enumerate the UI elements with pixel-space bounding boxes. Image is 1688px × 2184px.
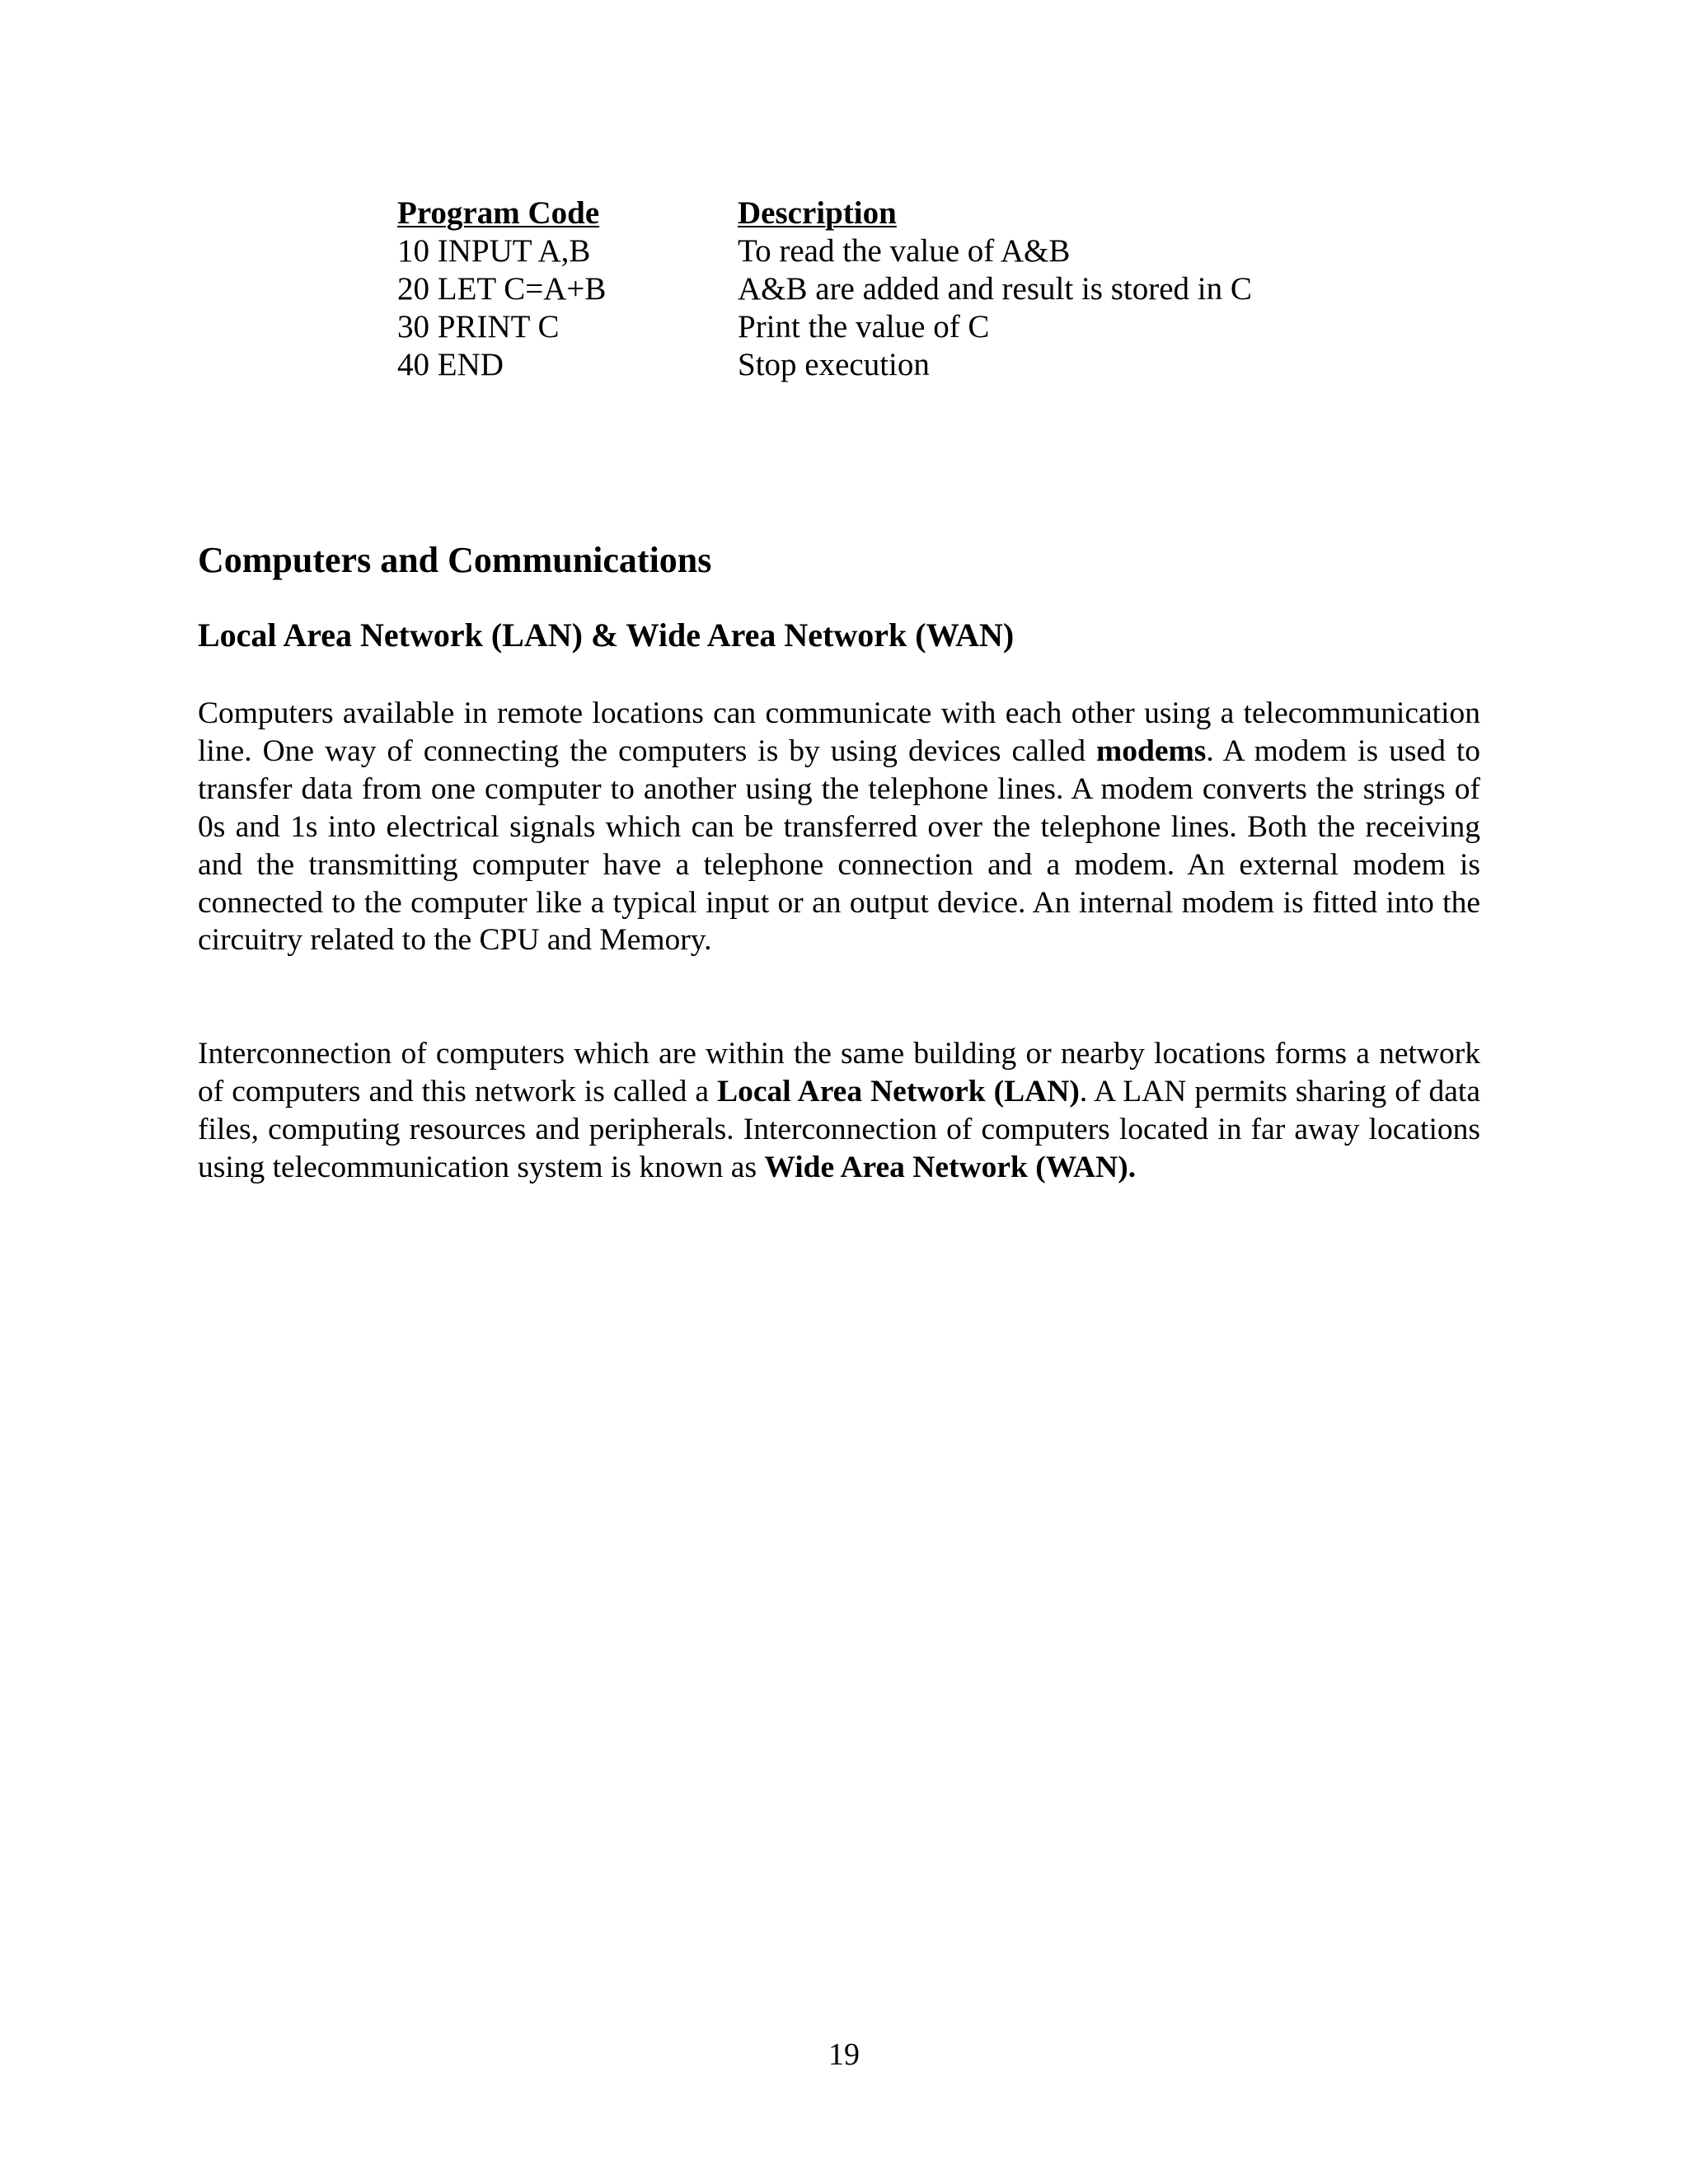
description-cell: A&B are added and result is stored in C bbox=[738, 271, 1252, 307]
program-code-header: Program Code bbox=[397, 195, 600, 231]
term-wan: Wide Area Network (WAN). bbox=[764, 1150, 1137, 1184]
code-cell: 20 LET C=A+B bbox=[397, 271, 607, 307]
page-number: 19 bbox=[828, 2037, 860, 2072]
code-cell: 40 END bbox=[397, 347, 504, 382]
section-heading: Computers and Communications bbox=[198, 540, 712, 580]
table-row bbox=[397, 232, 1315, 270]
paragraph-modems bbox=[198, 695, 1480, 959]
paragraph-text: Interconnection of computers which are within the same building or nearby locations forms a network of computers and this network is called a bbox=[198, 1037, 1480, 1108]
paragraph-text: . A LAN permits sharing of data files, computing resources and peripherals. Interconnection of computers located in far away locations using telecommunication system is known as bbox=[198, 1074, 1480, 1184]
description-cell: Stop execution bbox=[738, 347, 930, 382]
table-row bbox=[397, 346, 1315, 384]
term-modems: modems bbox=[1096, 733, 1207, 768]
code-cell: 30 PRINT C bbox=[397, 309, 560, 344]
table-header-row bbox=[397, 194, 1315, 232]
paragraph-text: Computers available in remote locations can communicate with each other using a telecommunication line. One way of connecting the computers is by using devices called bbox=[198, 696, 1480, 768]
paragraph-text: . A modem is used to transfer data from one computer to another using the telephone lines. A modem converts the strings of 0s and 1s into electrical signals which can be transferred over the telephone lines. Both the receiving and the transmitting computer have a telephone connection and a modem. An external modem is connected to the computer like a typical input or an output device. An internal modem is fitted into the circuitry related to the CPU and Memory. bbox=[198, 733, 1481, 958]
term-lan: Local Area Network (LAN) bbox=[717, 1074, 1080, 1108]
description-cell: Print the value of C bbox=[738, 309, 990, 344]
table-row bbox=[397, 308, 1315, 346]
paragraph-lan-wan bbox=[198, 1035, 1480, 1187]
table-row bbox=[397, 270, 1315, 308]
code-cell: 10 INPUT A,B bbox=[397, 233, 591, 269]
description-cell: To read the value of A&B bbox=[738, 233, 1071, 269]
description-header: Description bbox=[738, 195, 897, 231]
program-code-table bbox=[397, 194, 1315, 384]
subsection-heading: Local Area Network (LAN) & Wide Area Network (WAN) bbox=[198, 616, 1015, 654]
